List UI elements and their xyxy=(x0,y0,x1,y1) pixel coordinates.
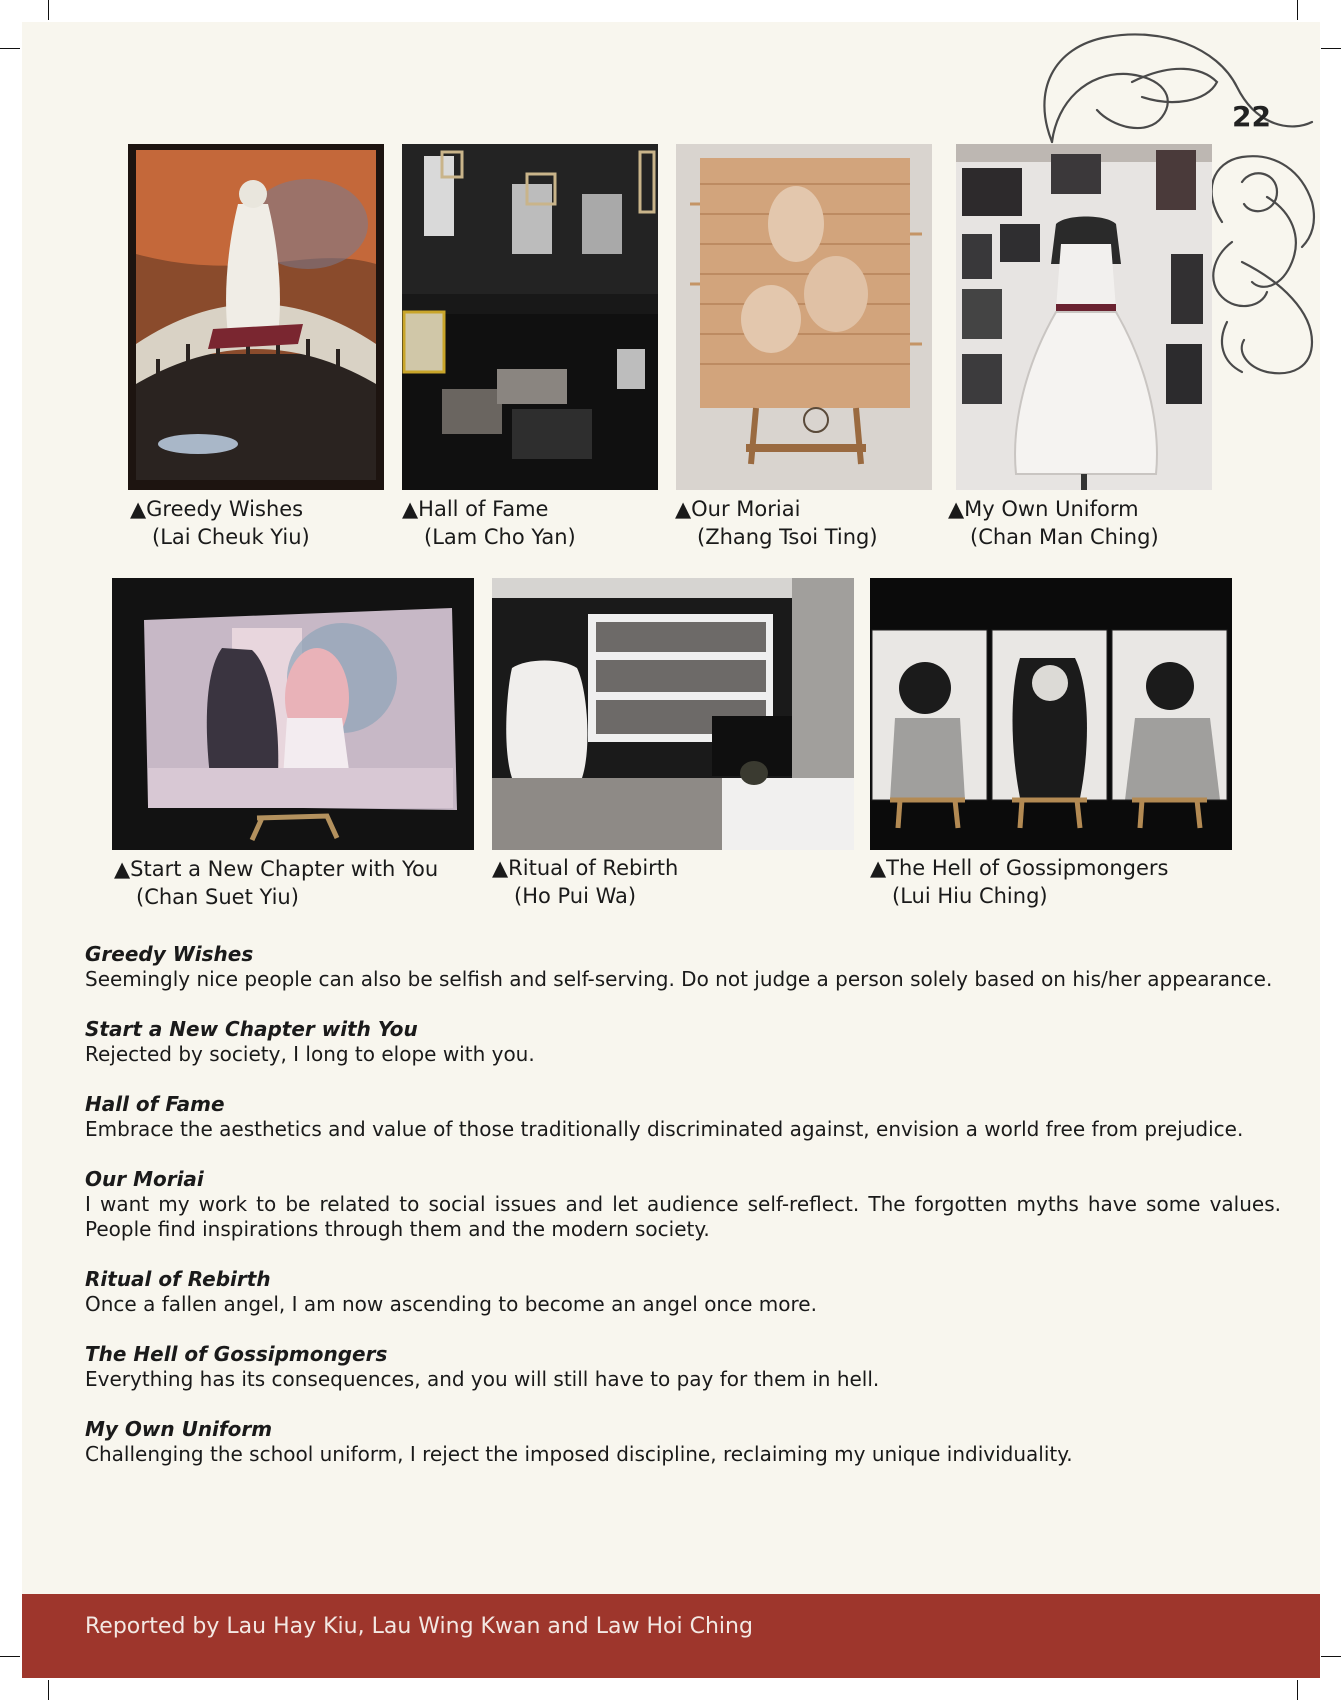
artwork-descriptions xyxy=(85,942,1281,1492)
caption-artist: (Chan Man Ching) xyxy=(970,525,1159,549)
crop-mark xyxy=(1297,0,1298,20)
description-title: Hall of Fame xyxy=(85,1092,225,1116)
dress-photo-icon xyxy=(956,144,1212,490)
artwork-photo-my-own-uniform xyxy=(956,144,1212,490)
description-greedy-wishes xyxy=(85,942,1281,992)
caption-greedy-wishes xyxy=(130,495,310,551)
magazine-page xyxy=(22,22,1320,1678)
artwork-photo-hall-of-fame xyxy=(402,144,658,490)
caption-title: The Hell of Gossipmongers xyxy=(886,856,1169,880)
description-title: Start a New Chapter with You xyxy=(85,1017,418,1041)
description-title: The Hell of Gossipmongers xyxy=(85,1342,388,1366)
artwork-photo-ritual-of-rebirth xyxy=(492,578,854,850)
reporter-credit: Reported by Lau Hay Kiu, Lau Wing Kwan and Law Hoi Ching xyxy=(85,1614,753,1639)
artwork-photo-start-a-new-chapter xyxy=(112,578,474,850)
crop-mark xyxy=(1321,48,1341,49)
description-text: Everything has its consequences, and you will still have to pay for them in hell. xyxy=(85,1367,880,1391)
caption-artist: (Zhang Tsoi Ting) xyxy=(697,525,878,549)
caption-title: Our Moriai xyxy=(691,497,801,521)
caption-hall-of-fame xyxy=(402,495,576,551)
description-text: Challenging the school uniform, I reject the imposed discipline, reclaiming my unique individuality. xyxy=(85,1442,1073,1466)
description-hell-of-gossipmongers xyxy=(85,1342,1281,1392)
caption-artist: (Ho Pui Wa) xyxy=(514,884,637,908)
description-hall-of-fame xyxy=(85,1092,1281,1142)
artwork-photo-hell-of-gossipmongers xyxy=(870,578,1232,850)
painting-photo-icon xyxy=(112,578,474,850)
photography-photo-icon xyxy=(402,144,658,490)
woven-relief-photo-icon xyxy=(676,144,932,490)
description-start-a-new-chapter xyxy=(85,1017,1281,1067)
caption-hell-of-gossipmongers xyxy=(870,854,1168,910)
caption-title: Ritual of Rebirth xyxy=(508,856,679,880)
caption-artist: (Chan Suet Yiu) xyxy=(136,885,299,909)
crop-mark xyxy=(1321,1656,1341,1657)
caption-start-a-new-chapter xyxy=(114,855,438,911)
caption-title: My Own Uniform xyxy=(964,497,1139,521)
caption-marker: ▲ xyxy=(492,856,509,880)
description-ritual-of-rebirth xyxy=(85,1267,1281,1317)
caption-marker: ▲ xyxy=(114,857,131,881)
page-number: 22 xyxy=(1232,100,1271,133)
caption-marker: ▲ xyxy=(870,856,887,880)
caption-my-own-uniform xyxy=(948,495,1159,551)
artwork-photo-greedy-wishes xyxy=(128,144,384,490)
caption-title: Greedy Wishes xyxy=(146,497,304,521)
crop-mark xyxy=(48,0,49,20)
reporter-footer xyxy=(22,1594,1320,1678)
artwork-photo-our-moriai xyxy=(676,144,932,490)
caption-artist: (Lai Cheuk Yiu) xyxy=(152,525,310,549)
caption-our-moriai xyxy=(675,495,878,551)
description-text: Rejected by society, I long to elope with you. xyxy=(85,1042,535,1066)
installation-photo-icon xyxy=(492,578,854,850)
caption-marker: ▲ xyxy=(675,497,692,521)
description-text: I want my work to be related to social issues and let audience self-reflect. The forgotten myths have some values. People find inspirations through them and the modern society. xyxy=(85,1192,1281,1241)
caption-title: Hall of Fame xyxy=(418,497,549,521)
description-title: Greedy Wishes xyxy=(85,942,254,966)
crop-mark xyxy=(0,48,20,49)
crop-mark xyxy=(1297,1680,1298,1700)
caption-ritual-of-rebirth xyxy=(492,854,678,910)
crop-mark xyxy=(0,1656,20,1657)
description-text: Seemingly nice people can also be selfish and self-serving. Do not judge a person solely based on his/her appearance. xyxy=(85,967,1273,991)
description-text: Embrace the aesthetics and value of those traditionally discriminated against, envision a world free from prejudice. xyxy=(85,1117,1244,1141)
caption-artist: (Lam Cho Yan) xyxy=(424,525,576,549)
description-title: Ritual of Rebirth xyxy=(85,1267,271,1291)
description-text: Once a fallen angel, I am now ascending to become an angel once more. xyxy=(85,1292,817,1316)
description-our-moriai xyxy=(85,1167,1281,1242)
crop-mark xyxy=(48,1680,49,1700)
triptych-photo-icon xyxy=(870,578,1232,850)
caption-artist: (Lui Hiu Ching) xyxy=(892,884,1048,908)
caption-marker: ▲ xyxy=(402,497,419,521)
description-my-own-uniform xyxy=(85,1417,1281,1467)
description-title: My Own Uniform xyxy=(85,1417,273,1441)
painting-photo-icon xyxy=(128,144,384,490)
caption-title: Start a New Chapter with You xyxy=(130,857,439,881)
caption-marker: ▲ xyxy=(130,497,147,521)
description-title: Our Moriai xyxy=(85,1167,204,1191)
caption-marker: ▲ xyxy=(948,497,965,521)
